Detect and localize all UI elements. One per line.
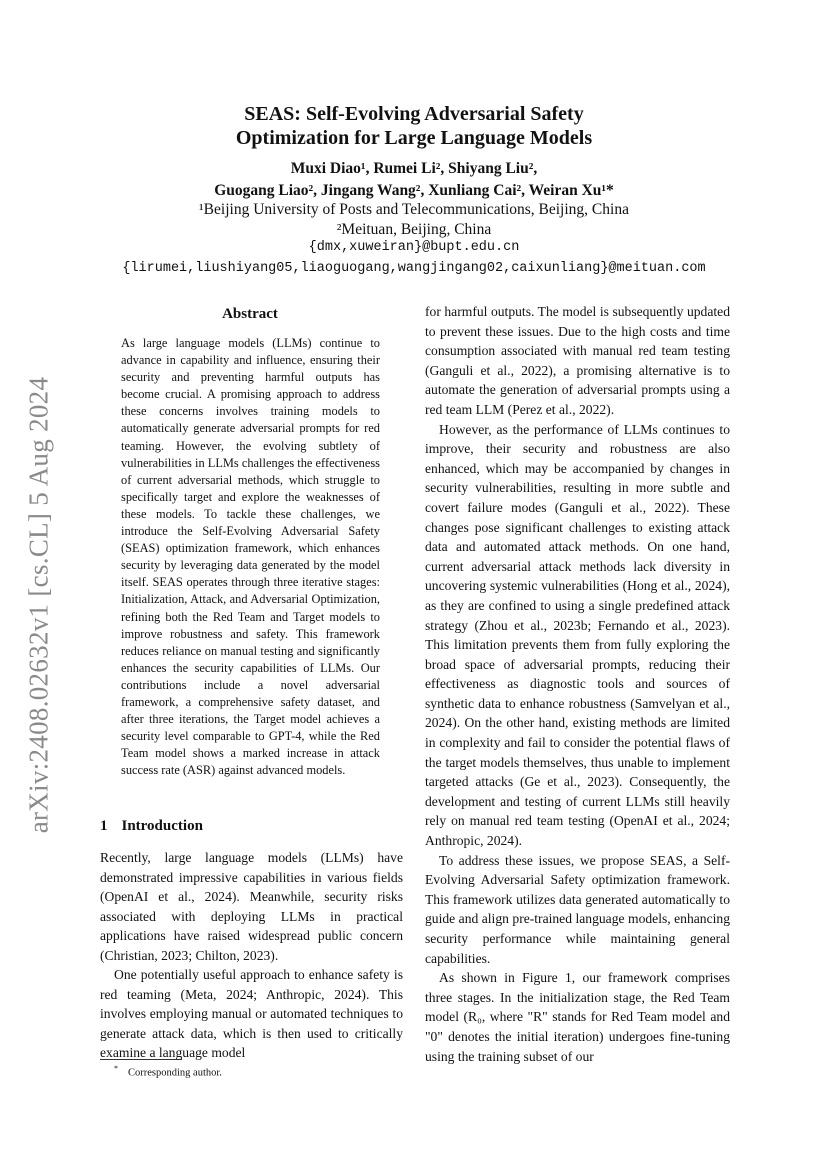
affiliation-2: ²Meituan, Beijing, China xyxy=(336,221,492,238)
arxiv-sidebar xyxy=(14,365,64,845)
abstract-text: As large language models (LLMs) continue to advance in capability and influence, ensuring their security and preventing harmful outputs has become crucial. A promising approach to address these concerns involves training models to automatically generate adversarial prompts for red teaming. However, the evolving subtlety of vulnerabilities in LLMs challenges the effectiveness of current adversarial methods, which struggle to specifically target and explore the weaknesses of these models. To tackle these challenges, we introduce the Self-Evolving Adversarial Safety (SEAS) optimization framework, which enhances security by leveraging data generated by the model itself. SEAS operates through three iterative stages: Initialization, Attack, and Adversarial Optimization, refining both the Red Team and Target models to improve robustness and safety. This framework reduces reliance on manual testing and significantly enhances the security capabilities of LLMs. Our contributions include a novel adversarial framework, a comprehensive safety dataset, and after three iterations, the Target model achieves a security level comparable to GPT-4, while the Red Team model shows a marked increase in attack success rate (ASR) against advanced models. xyxy=(121,336,380,778)
authors-line-2: Guogang Liao², Jingang Wang², Xunliang Cai², Weiran Xu¹* xyxy=(214,182,614,199)
author-list xyxy=(0,158,828,202)
email-line-1: {dmx,xuweiran}@bupt.edu.cn xyxy=(308,240,520,255)
abstract-heading: Abstract xyxy=(222,306,278,322)
title-line-1: SEAS: Self-Evolving Adversarial Safety xyxy=(244,103,584,125)
left-column-text xyxy=(100,848,403,1063)
abstract-body xyxy=(121,335,380,779)
footnote-text: Corresponding author. xyxy=(128,1067,222,1079)
authors-line-1: Muxi Diao¹, Rumei Li², Shiyang Liu², xyxy=(290,160,538,177)
right-paragraph-3: To address these issues, we propose SEAS, a Self-Evolving Adversarial Safety optimization framework. This framework utilizes data generated automatically to guide and align pre-trained language models, enhancing security performance while maintaining general capabilities. xyxy=(425,852,730,966)
affiliation-1: ¹Beijing University of Posts and Telecommunications, Beijing, China xyxy=(199,201,629,218)
affiliations xyxy=(0,200,828,240)
arxiv-identifier: arXiv:2408.02632v1 [cs.CL] 5 Aug 2024 xyxy=(23,376,54,834)
footnote-mark: * xyxy=(114,1064,118,1073)
paper-title xyxy=(0,102,828,150)
section-heading xyxy=(100,818,203,835)
section-number: 1 xyxy=(100,818,108,834)
intro-paragraph-1: Recently, large language models (LLMs) have demonstrated impressive capabilities in various fields (OpenAI et al., 2024). Meanwhile, security risks associated with deploying LLMs in practical applications have raised widespread public concern (Christian, 2023; Chilton, 2023). xyxy=(100,850,403,963)
email-line-2: {lirumei,liushiyang05,liaoguogang,wangjingang02,caixunliang}@meituan.com xyxy=(122,261,706,276)
intro-paragraph-2: One potentially useful approach to enhance safety is red teaming (Meta, 2024; Anthropic, 2024). This involves employing manual or automated techniques to generate attack data, which is then used to critically examine a language model xyxy=(100,967,403,1060)
footnote xyxy=(114,1064,222,1079)
right-paragraph-2: However, as the performance of LLMs continues to improve, their security and robustness are also enhanced, which may be accompanied by changes in security vulnerabilities, resulting in more subtle and covert failure modes (Ganguli et al., 2022). These changes pose significant challenges to existing attack data and automated attack methods. On one hand, current adversarial attack methods lack diversity in uncovering systemic vulnerabilities (Hong et al., 2024), as they are confined to using a single predefined attack strategy (Zhou et al., 2023b; Fernando et al., 2023). This limitation prevents them from fully exploring the broad space of adversarial prompts, reducing their effectiveness as diagnostic tools and sources of synthetic data to enhance robustness (Samvelyan et al., 2024). On the other hand, existing methods are limited in complexity and fail to consider the potential flaws of the target models themselves, thus unable to implement targeted attacks (Ge et al., 2023). Consequently, the development and testing of current LLMs still heavily rely on manual red team testing (OpenAI et al., 2024; Anthropic, 2024). xyxy=(425,421,730,849)
footnote-rule xyxy=(100,1059,182,1060)
section-title: Introduction xyxy=(121,818,203,834)
title-line-2: Optimization for Large Language Models xyxy=(235,127,593,149)
right-column-text xyxy=(425,302,730,1066)
right-paragraph-1: for harmful outputs. The model is subsequently updated to prevent these issues. Due to the high costs and time consumption associated with manual red team testing (Ganguli et al., 2022), a promising alternative is to automate the generation of adversarial prompts using a red team LLM (Perez et al., 2022). xyxy=(425,304,730,417)
right-paragraph-4: As shown in Figure 1, our framework comprises three stages. In the initialization stage, the Red Team model (R₀, where "R" stands for Red Team model and "0" denotes the initial iteration) undergoes fine-tuning using the training subset of our xyxy=(425,970,730,1064)
